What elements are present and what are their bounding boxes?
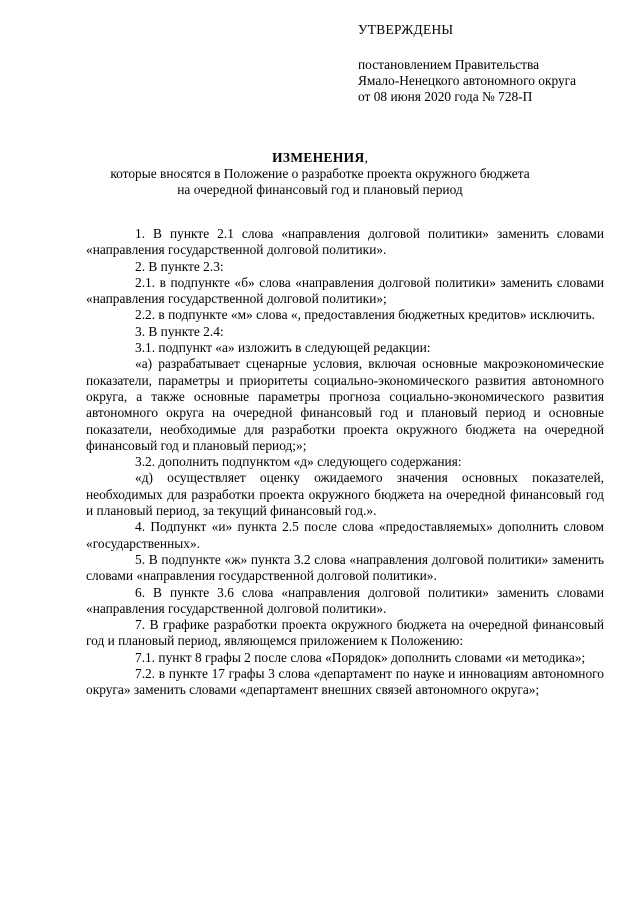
approval-heading: УТВЕРЖДЕНЫ bbox=[358, 22, 454, 37]
paragraph-3: 3. В пункте 2.4: bbox=[135, 323, 224, 339]
approval-line-1: постановлением Правительства bbox=[358, 57, 540, 72]
paragraph-6: 6. В пункте 3.6 слова «направления долговой политики» заменить словами «направления государственной долговой политики». bbox=[86, 584, 604, 616]
document-title-block bbox=[0, 150, 640, 198]
paragraph-2-1: 2.1. в подпункте «б» слова «направления долговой политики» заменить словами «направления государственной долговой политики»; bbox=[86, 274, 604, 307]
paragraph-4: 4. Подпункт «и» пункта 2.5 после слова «предоставляемых» дополнить словом «государственных». bbox=[86, 519, 604, 551]
document-subtitle-line-2: на очередной финансовый год и плановый период bbox=[177, 182, 463, 197]
paragraph-2: 2. В пункте 2.3: bbox=[135, 258, 224, 274]
paragraph-3-2: 3.2. дополнить подпунктом «д» следующего содержания: bbox=[135, 454, 462, 470]
document-title bbox=[0, 150, 640, 166]
document-title-text: ИЗМЕНЕНИЯ bbox=[272, 150, 365, 165]
approval-line-2: Ямало-Ненецкого автономного округа bbox=[358, 73, 577, 88]
paragraph-5: 5. В подпункте «ж» пункта 3.2 слова «направления долговой политики» заменить словами «направления государственной долговой политики». bbox=[86, 551, 604, 584]
approval-line-3: от 08 июня 2020 года № 728-П bbox=[358, 89, 533, 104]
document-title-suffix: , bbox=[364, 150, 368, 165]
paragraph-3-2-d: «д) осуществляет оценку ожидаемого значения основных показателей, необходимых для разработки проекта окружного бюджета на очередной финансовый год и плановый период, за текущий финансовый год.». bbox=[86, 470, 604, 519]
paragraph-7: 7. В графике разработки проекта окружного бюджета на очередной финансовый год и плановый период, являющемся приложением к Положению: bbox=[86, 617, 604, 649]
paragraph-3-1: 3.1. подпункт «а» изложить в следующей редакции: bbox=[135, 340, 431, 356]
paragraph-7-1: 7.1. пункт 8 графы 2 после слова «Порядок» дополнить словами «и методика»; bbox=[135, 649, 586, 665]
paragraph-2-2: 2.2. в подпункте «м» слова «, предоставления бюджетных кредитов» исключить. bbox=[135, 307, 595, 323]
paragraph-7-2: 7.2. в пункте 17 графы 3 слова «департамент по науке и инновациям автономного округа» заменить словами «департамент внешних связей автономного округа»; bbox=[86, 666, 604, 698]
document-body bbox=[86, 226, 604, 699]
document-subtitle-line-1: которые вносятся в Положение о разработке проекта окружного бюджета bbox=[110, 166, 530, 181]
paragraph-3-1-a: «а) разрабатывает сценарные условия, включая основные макроэкономические показатели, параметры и приоритеты социально-экономического развития автономного округа, а также основные параметры прогноза социально-экономического развития автономного округа на очередной финансовый год и плановый период и основные показатели, необходимые для разработки проекта окружного бюджета на очередной финансовый год и плановый период;»; bbox=[86, 356, 604, 453]
paragraph-1: 1. В пункте 2.1 слова «направления долговой политики» заменить словами «направления государственной долговой политики». bbox=[86, 226, 604, 258]
approval-block bbox=[358, 22, 618, 105]
